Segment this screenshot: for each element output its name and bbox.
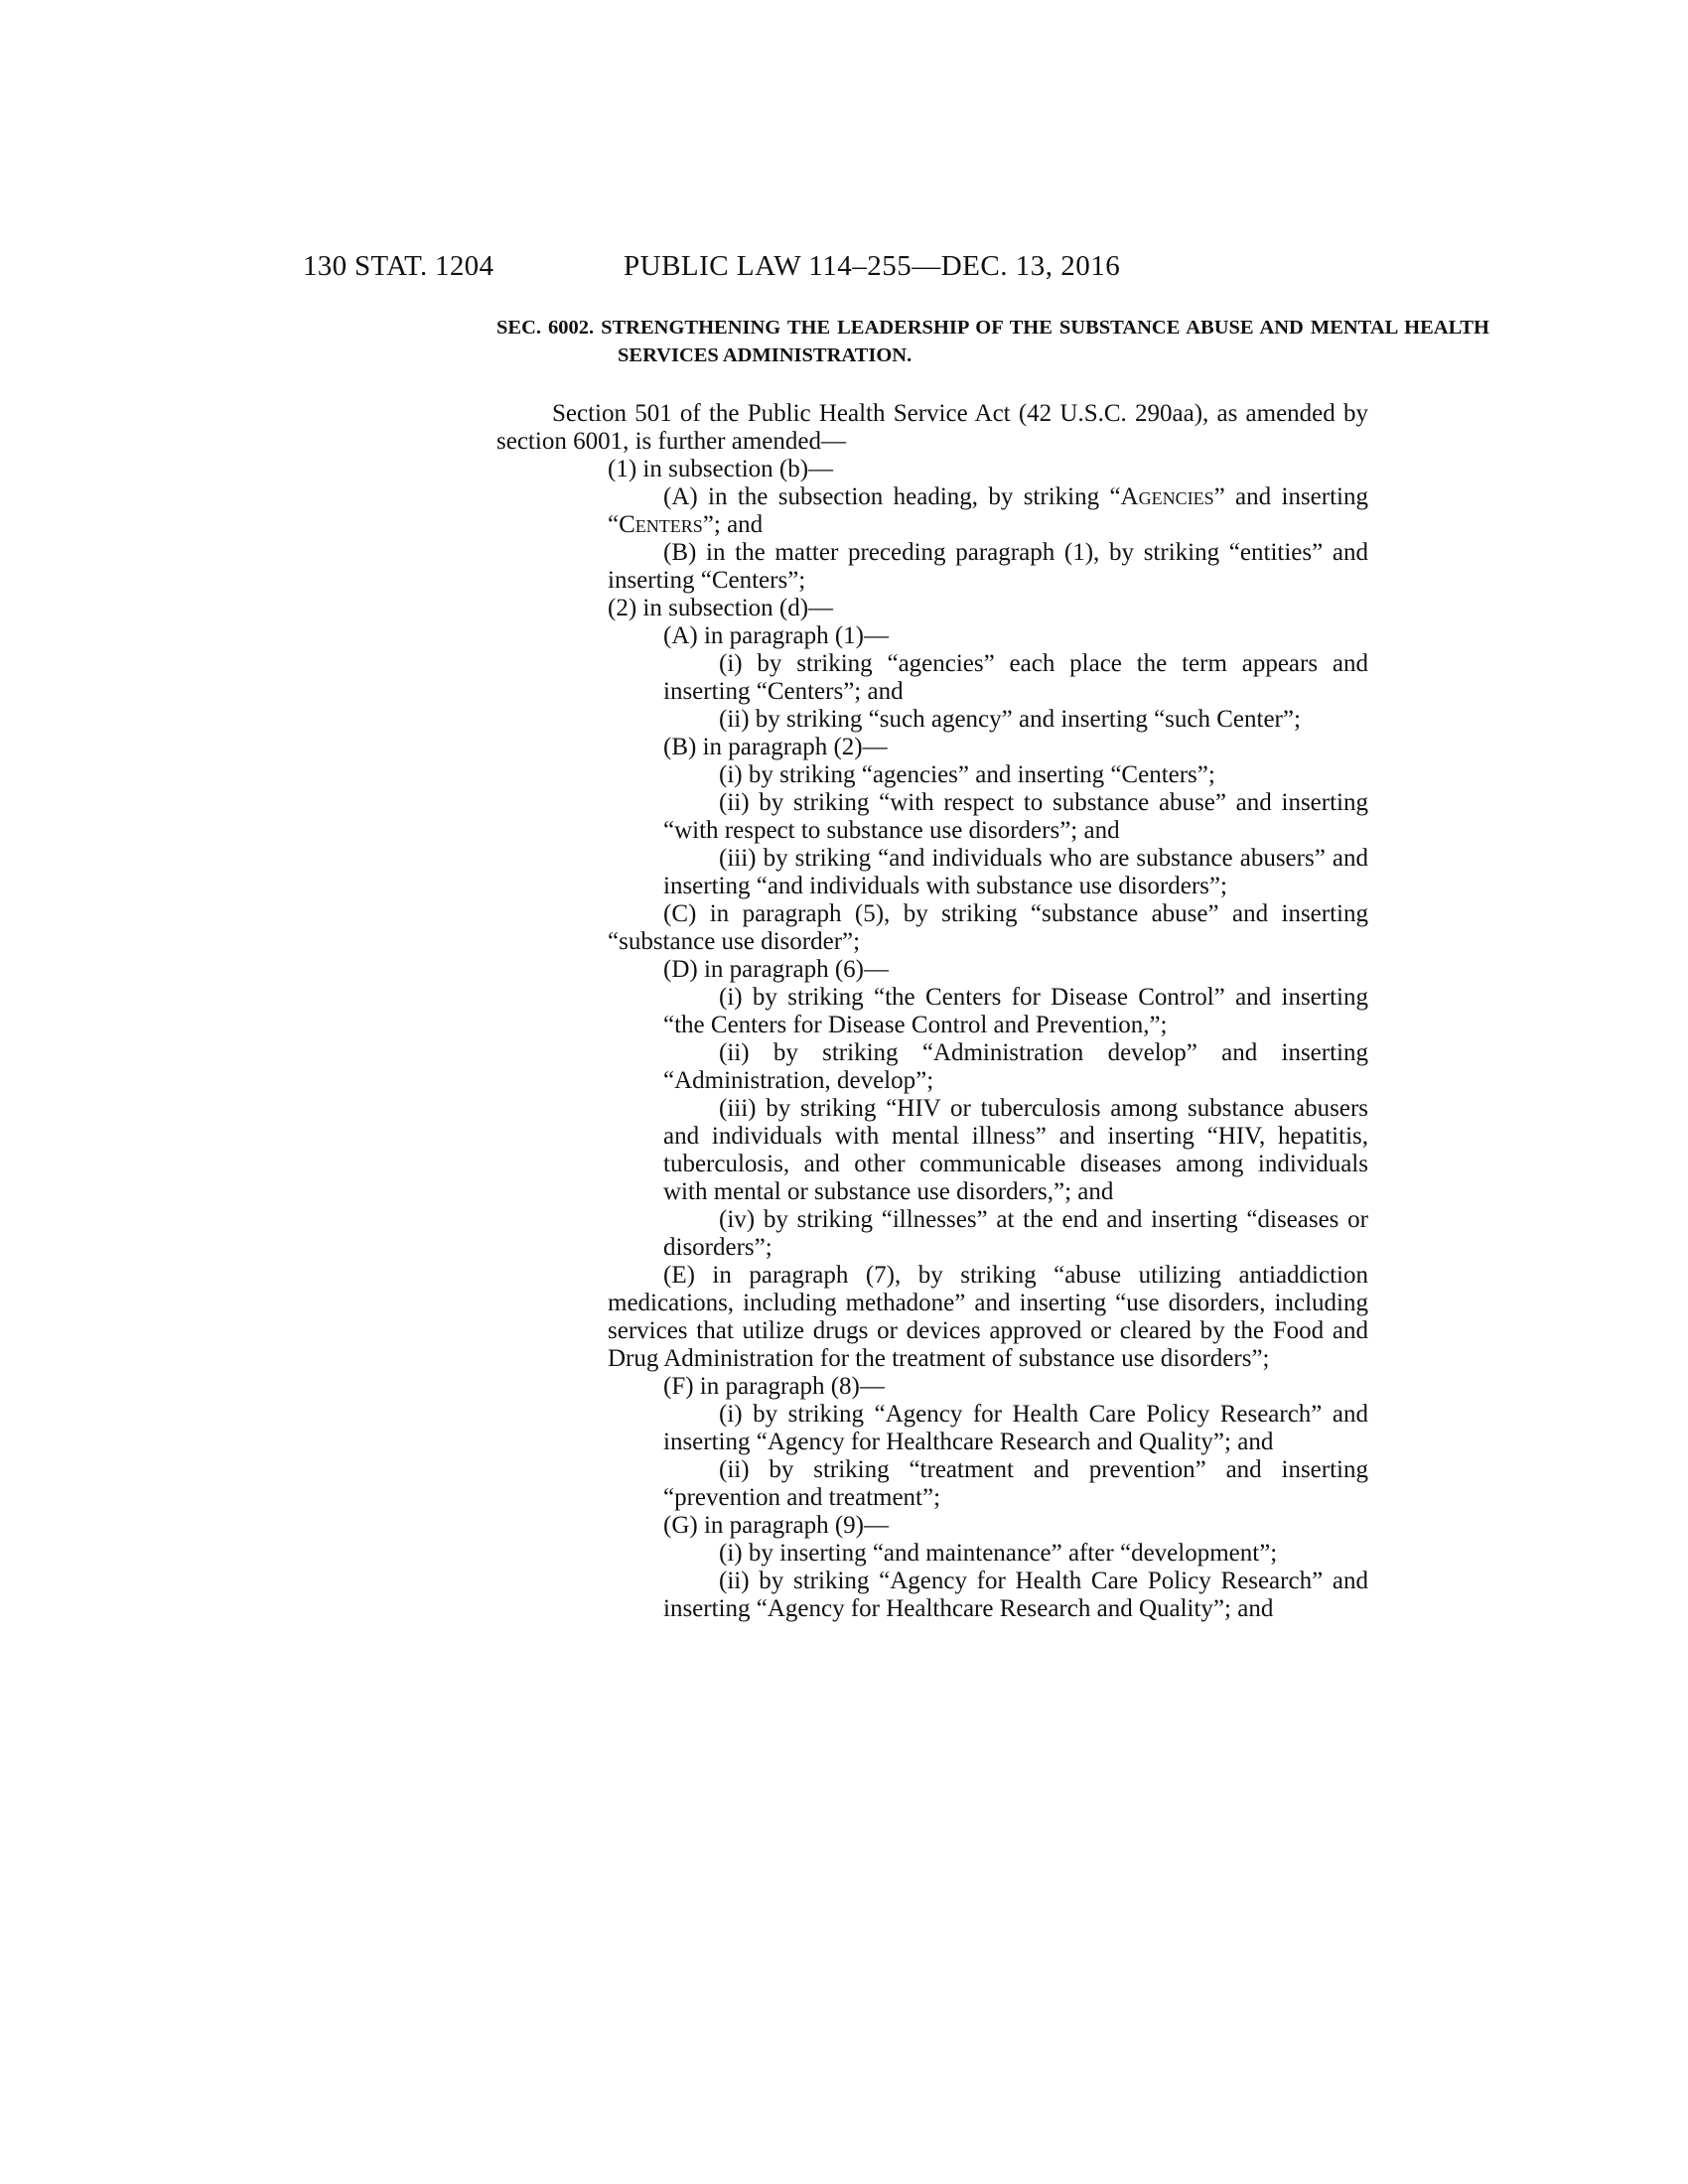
page-number: 130 STAT. 1204 (303, 250, 494, 282)
clause-2d-iv: (iv) by striking “illnesses” at the end and inserting “diseases or disorders”; (663, 1206, 1368, 1261)
subparagraph-2b: (B) in paragraph (2)— (663, 734, 888, 760)
clause-2b-iii: (iii) by striking “and individuals who are substance abusers” and inserting “and individuals with substance use disorders”; (663, 845, 1368, 899)
clause-2d-i: (i) by striking “the Centers for Disease Control” and inserting “the Centers for Disease Control and Prevention,”; (663, 984, 1368, 1038)
subparagraph-2f: (F) in paragraph (8)— (663, 1373, 885, 1400)
subparagraph-1a (496, 483, 1368, 539)
clause-2g-ii: (ii) by striking “Agency for Health Care Policy Research” and inserting “Agency for Healthcare Research and Quality”; and (663, 1568, 1368, 1622)
clause-2d-ii: (ii) by striking “Administration develop” and inserting “Administration, develop”; (663, 1039, 1368, 1094)
clause-2b-ii: (ii) by striking “with respect to substance abuse” and inserting “with respect to substance use disorders”; and (663, 789, 1368, 844)
subparagraph-2c: (C) in paragraph (5), by striking “substance abuse” and inserting “substance use disorder”; (608, 900, 1368, 955)
small-caps-word: Centers (619, 511, 703, 538)
text-run: (A) in the subsection heading, by striking “ (663, 483, 1121, 510)
clause-2g-i: (i) by inserting “and maintenance” after “development”; (719, 1540, 1278, 1567)
clause-2a-ii: (ii) by striking “such agency” and inserting “such Center”; (719, 706, 1301, 733)
subparagraph-2g: (G) in paragraph (9)— (663, 1512, 889, 1539)
small-caps-word: Agencies (1120, 483, 1214, 510)
intro-paragraph: Section 501 of the Public Health Service Act (42 U.S.C. 290aa), as amended by section 6001, is further amended— (496, 400, 1368, 455)
running-head: PUBLIC LAW 114–255—DEC. 13, 2016 (624, 250, 1121, 282)
clause-2f-i: (i) by striking “Agency for Health Care Policy Research” and inserting “Agency for Healthcare Research and Quality”; and (663, 1401, 1368, 1455)
clause-2b-i: (i) by striking “agencies” and inserting “Centers”; (719, 761, 1215, 788)
paragraph-2: (2) in subsection (d)— (608, 595, 834, 621)
statute-body (496, 400, 1368, 1623)
text-run: ”; and (702, 511, 764, 538)
subparagraph-2e: (E) in paragraph (7), by striking “abuse utilizing antiaddiction medications, including methadone” and inserting “use disorders, including services that utilize drugs or devices approved or cleared by the Food and Drug Administration for the treatment of substance use disorders”; (608, 1262, 1368, 1372)
section-heading: SEC. 6002. STRENGTHENING THE LEADERSHIP OF THE SUBSTANCE ABUSE AND MENTAL HEALTH SERVICES ADMINISTRATION. (496, 317, 1489, 366)
text-run: ” and inserting “ (608, 483, 1368, 538)
subparagraph-2a: (A) in paragraph (1)— (663, 622, 889, 649)
clause-2d-iii: (iii) by striking “HIV or tuberculosis among substance abusers and individuals with mental illness” and inserting “HIV, hepatitis, tuberculosis, and other communicable diseases among individuals with mental or substance use disorders,”; and (663, 1095, 1368, 1205)
subparagraph-1b: (B) in the matter preceding paragraph (1), by striking “entities” and inserting “Centers”; (608, 539, 1368, 594)
subparagraph-2d: (D) in paragraph (6)— (663, 956, 889, 983)
paragraph-1: (1) in subsection (b)— (608, 456, 834, 482)
clause-2a-i: (i) by striking “agencies” each place the term appears and inserting “Centers”; and (663, 650, 1368, 705)
clause-2f-ii: (ii) by striking “treatment and prevention” and inserting “prevention and treatment”; (663, 1456, 1368, 1511)
